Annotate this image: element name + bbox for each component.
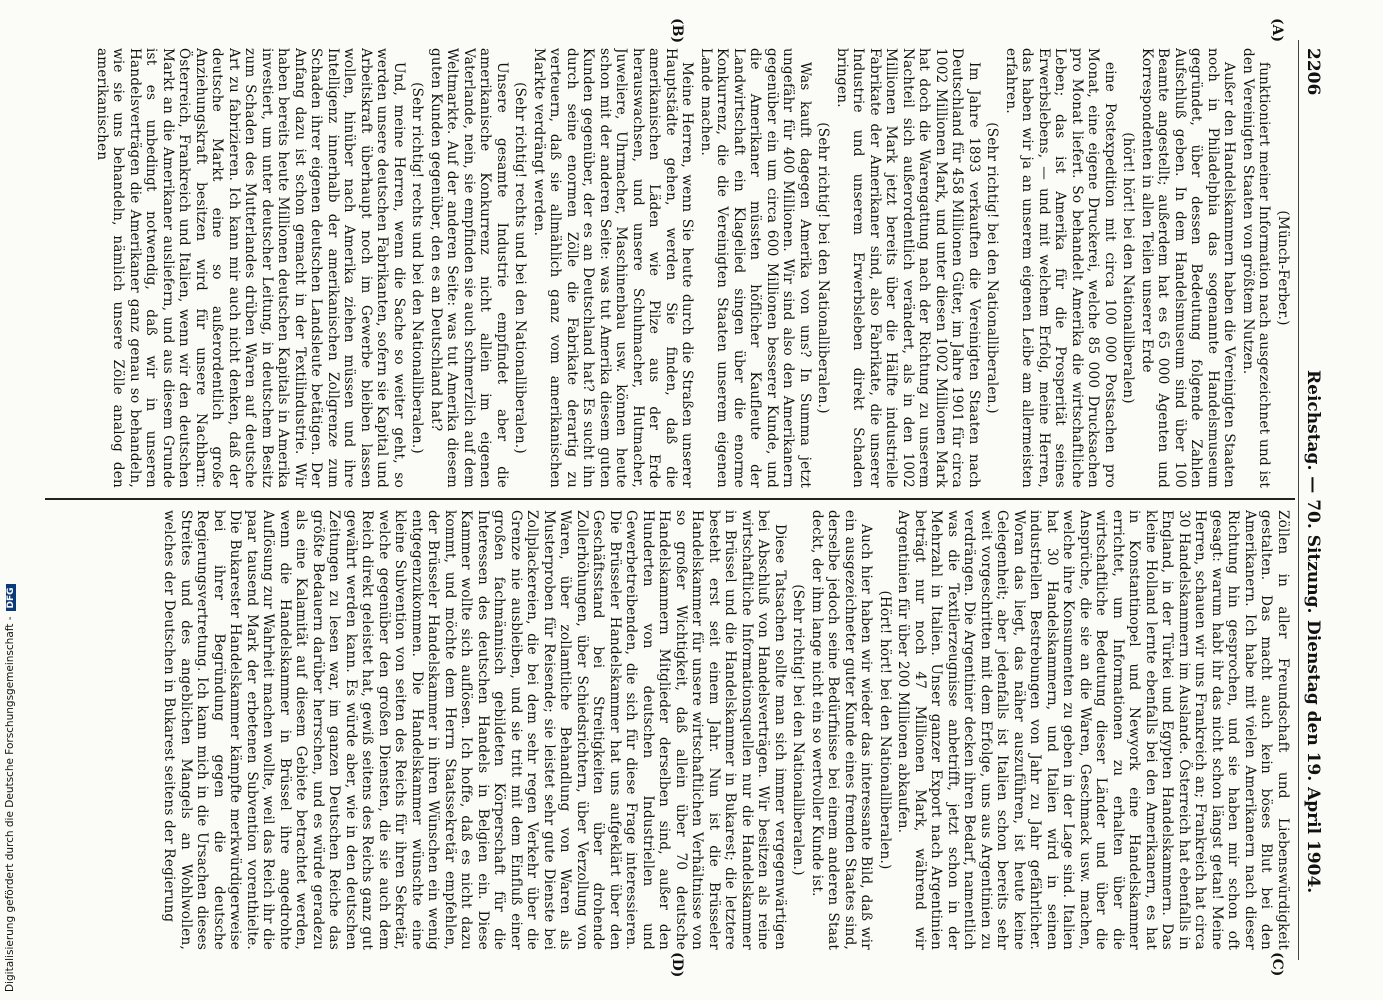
paragraph: Und, meine Herren, wenn die Sache so weiter geht, so werden unsere deutschen Fabrikanten, sofern sie Kapital und Arbeitskraft überhaupt noch im Gewerbe bleiben lassen wollen, hinüber nach Amerika ziehen müssen und ihre Intelligenz innerhalb der amerikanischen Zollgrenze zum Schaden ihrer eigenen deutschen Landsleute betätigen. Der Anfang dazu ist schon gemacht in der Textilindustrie. Wir haben bereits heute Millionen deutschen Kapitals in Amerika investiert, um unter deutscher Leitung, in deutschem Besitz zum Schaden des Mutterlandes drüben Waren auf deutsche Art zu fabrizieren. Ich kann mir auch nicht denken, daß der deutsche Markt eine so außerordentlich große Anziehungskraft besitzen wird für unsere Nachbarn: Österreich, Frankreich und Italien, wenn wir den deutschen Markt an die Amerikaner ausliefern, und aus diesem Grunde ist es unbedingt notwendig, daß wir in unseren Handelsverträgen die Amerikaner ganz genau so behandeln, wie sie uns behandeln, nämlich unsere Zölle analog den amerikanischen (94, 48, 407, 488)
interjection: (Hört! hört! bei den Nationalliberalen.) (877, 590, 893, 870)
paragraph: funktioniert meiner Information nach ausgezeichnet und ist den Vereinigten Staaten von größtem Nutzen. (1240, 48, 1273, 488)
margin-marker-a: (A) (1269, 18, 1285, 43)
paragraph: Auch hier haben wir wieder das interessante Bild, daß wir ein ausgezeichneter guter Kunde eines fremden Staates sind, derselbe jedoch seine Bedürfnisse bei einem anderen Staat deckt, der ihm lange nicht ein so wertvoller Kunde ist. (809, 510, 875, 950)
interjection: (Sehr richtig! bei den Nationalliberalen.) (815, 122, 832, 414)
text-column-left (51, 48, 1291, 488)
speaker-name: (Münch-Ferber.) (1275, 210, 1291, 326)
paragraph: Unsere gesamte Industrie empfindet aber die amerikanische Konkurrenz nicht allein im eigenen Vaterlande, nein, sie empfinden sie auch schmerzlich auf dem Weltmarkte. Auf der anderen Seite: was tut Amerika diesem guten Kunden gegenüber, den es an Deutschland hat? (428, 48, 510, 488)
page-header (1299, 40, 1325, 960)
paragraph: Diese Tatsachen sollte man sich immer vergegenwärtigen bei Abschluß von Handelsverträgen. Wir besitzen als reine wirtschaftliche Informationsquellen nur die Handelskammer in Brüssel und die Handelskammer in Bukarest; die letztere besteht erst seit einem Jahr. Nun ist die Brüsseler Handelskammer für unsere wirtschaftlichen Verhältnisse von so großer Wichtigkeit, daß allein über 70 deutsche Handelskammern Mitglieder derselben sind, außer den Hunderten von deutschen Industriellen und Gewerbetreibenden, die sich für diese Frage interessieren. Die Brüsseler Handelskammer hat uns aufgeklärt über den Geschäftsstand bei Streitigkeiten über drohende Zollerhöhungen, über Schiedsrichtern, über Verzollung von Waren, über zollamtliche Behandlung von Waren als Musterproben für Reisende; sie leistet sehr gute Dienste bei Zollplackereien, die bei dem sehr regen Verkehr über die Grenze nie ausbleiben, und sie tritt mit dem Einfluß einer großen fachmännisch gebildeten Körperschaft für die Interessen des deutschen Handels in Belgien ein. Diese Kammer wollte sich auflösen. Ich hoffe, daß es nicht dazu kommt, und möchte dem Herrn Staatssekretär empfehlen, der Brüsseler Handelskammer in ihren Wünschen ein wenig entgegenzukommen. Die Handelskammer wünschte eine kleine Subvention von seiten des Reichs für ihren Sekretär, welche gegenüber den großen Diensten, die sie auch dem Reich direkt geleistet hat, gewiß seitens des Reichs ganz gut gewährt werden kann. Es würde aber, wie in den deutschen Zeitungen zu lesen war, im ganzen Deutschen Reiche das größte Bedauern darüber herrschen, und es würde geradezu als eine Kalamität auf diesem Gebiete betrachtet werden, wenn die Handelskammer in Brüssel ihre angedrohte Auflösung zur Wahrheit machen wollte, weil das Reich ihr die paar tausend Mark der erbetenen Subvention vorenthielte. Die Bukarester Handelskammer kämpfte merkwürdigerweise bei ihrer Begründung gegen die deutsche Regierungsvertretung. Ich kann mich in die Ursachen dieses Streites und des angeblichen Mangels an Wohlwollen, welches der Deutschen in Bukarest seitens der Regierung (161, 510, 788, 950)
paragraph: Was kauft dagegen Amerika von uns? In Summa jetzt ungefähr für 400 Millionen. Wir sind also den Amerikanern gegenüber ein um circa 600 Millionen besserer Kunde, und die Amerikaner müssten höflicher Kaufleute der Landwirtschaft ein Klagelied singen über die enorme Konkurrenz, die die Vereinigten Staaten unserem eigenen Lande machen. (698, 48, 813, 488)
session-date: Dienstag den 19. April 1904. (1303, 620, 1323, 894)
paragraph: Zöllen in aller Freundschaft und Liebenswürdigkeit gestalten. Das macht auch kein böses Blut bei den Amerikanern. Ich habe mit vielen Amerikanern nach dieser Richtung hin gesprochen, und sie haben mir schon oft gesagt: warum habt ihr das nicht schon längst getan! Meine Herren, schauen wir uns Frankreich an; Frankreich hat circa 30 Handelskammern im Auslande. Österreich hat ebenfalls in England, in der Türkei und Egypten Handelskammern. Das kleine Holland lernte ebenfalls bei den Amerikanern, es hat in Konstantinopel und Newyork eine Handelskammer errichtet, um Informationen zu erhalten über die wirtschaftliche Bedeutung dieser Länder und über die Ansprüche, die sie an die Waren, Geschmack usw. machen, welche ihre Konsumenten zu geben in der Lage sind. Italien hat 30 Handelskammern, und Italien wird in seinen industriellen Bestrebungen von Jahr zu Jahr gefährlicher. Woran das liegt, das näher auszuführen, ist heute keine Gelegenheit; aber jedenfalls ist Italien schon bereits sehr weit vorgeschritten mit dem Erfolge, uns aus Argentinien zu verdrängen. Die Argentinier decken ihren Bedarf, namentlich was die Textilerzeugnisse anbetrifft, jetzt schon in der Mehrzahl in Italien. Unser ganzer Export nach Argentinien beträgt nur noch 47 Millionen Mark, während wir Argentinien für über 200 Millionen abkaufen. (895, 510, 1291, 950)
paragraph: Meine Herren, wenn Sie heute durch die Straßen unserer Hauptstädte gehen, werden Sie finden, daß die amerikanischen Läden wie Pilze aus der Erde herauswachsen, und unsere Schuhmacher, Hutmacher, Juweliere, Uhrmacher, Maschinenbau usw. können heute schon mit der anderen Seite: was tut Amerika diesem guten Kunden gegenüber, der es an Deutschland hat? Es sucht ihn durch seine enormen Zölle die Fabrikate derartig zu verteuern, daß sie allmählich ganz vom amerikanischen Markte verdrängt werden. (531, 48, 696, 488)
credit-text: Digitalisierung gefördert durch die Deutsche Forschungsgemeinschaft - (4, 616, 16, 992)
margin-marker-b: (B) (669, 18, 685, 44)
column-divider (45, 498, 1295, 500)
margin-marker-c: (C) (1269, 952, 1285, 977)
paragraph: Im Jahre 1893 verkauften die Vereinigten Staaten nach Deutschland für 458 Millionen Güter, im Jahre 1901 für circa 1002 Millionen Mark, und unter diesen 1002 Millionen Mark hat doch die Warengattung nach der Richtung zu unserem Nachteil sich außerordentlich verändert, als in den 1002 Millionen Mark jetzt bereits über die Hälfte industrielle Fabrikate der Amerikaner sind, also Fabrikate, die unserer Industrie und unserem Erwerbsleben direkt Schaden bringen. (834, 48, 982, 488)
paragraph: Außer den Handelskammern haben die Vereinigten Staaten noch in Philadelphia das sogenannte Handelsmuseum gegründet, über dessen Bedeutung folgende Zahlen Aufschluß geben. In dem Handelsmuseum sind über 100 Beamte angestellt; außerdem hat es 65 000 Agenten und Korrespondenten in allen Teilen unserer Erde (1139, 48, 1238, 488)
interjection: (Sehr richtig! rechts und bei den Nationalliberalen.) (409, 82, 426, 454)
interjection: (hört! hört! bei den Nationalliberalen) (1120, 132, 1137, 404)
digitization-credit (4, 584, 16, 992)
margin-marker-d: (D) (669, 952, 685, 978)
rotated-newspaper-page (25, 18, 1325, 978)
interjection: (Sehr richtig! rechts und bei den Nationalliberalen.) (512, 82, 529, 454)
text-column-right (51, 510, 1291, 950)
page-number: 2206 (1303, 48, 1323, 96)
interjection: (Sehr richtig! bei den Nationalliberalen.) (984, 122, 1001, 414)
interjection: (Sehr richtig! bei den Nationalliberalen.) (790, 584, 807, 876)
header-rule (1298, 40, 1299, 960)
session-title: Reichstag. — 70. Sitzung. (1303, 370, 1323, 614)
dfg-logo-icon: DFG (6, 584, 16, 611)
paragraph: eine Postexpedition mit circa 100 000 Postsachen pro Monat, eine eigene Druckerei, welche 85 000 Drucksachen pro Monat liefert. So behandelt Amerika die wirtschaftliche Leben; das ist Amerika für die Prosperität seines Erwerbslebens, — und mit welchem Erfolg, meine Herren, das haben wir ja an unserem eigenen Leibe am allermeisten erfahren. (1003, 48, 1118, 488)
